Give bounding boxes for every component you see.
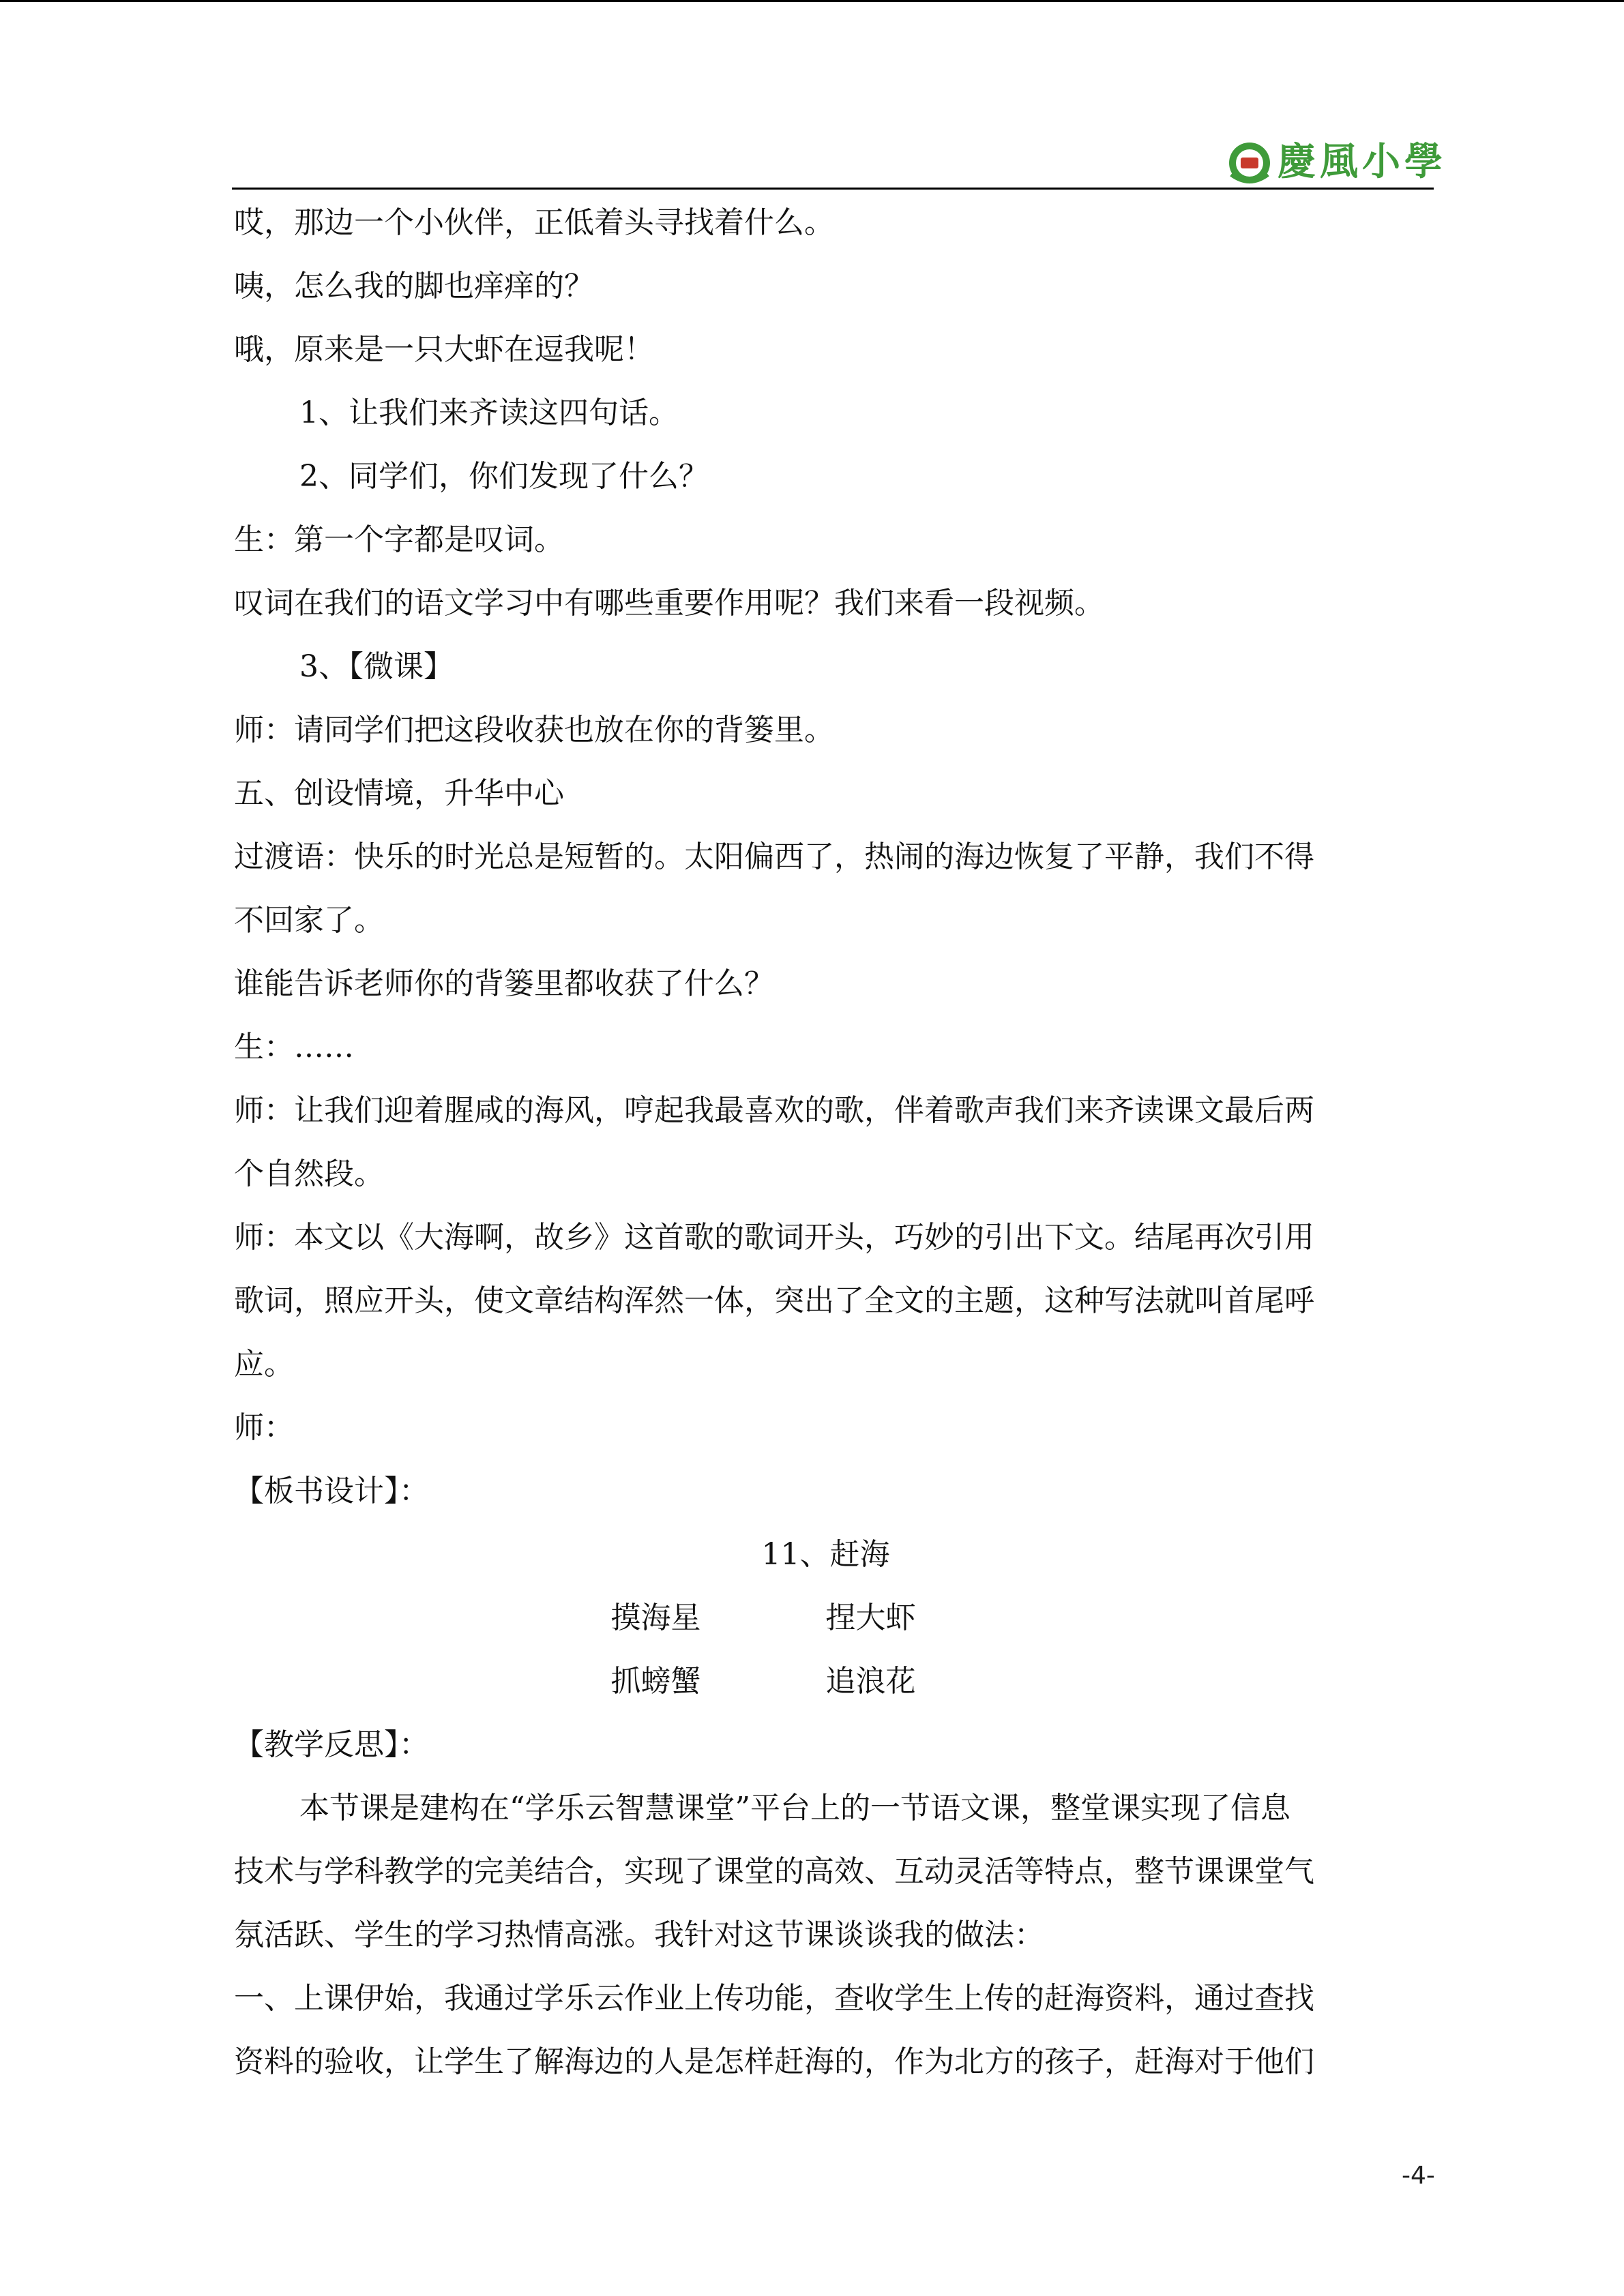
seal-icon	[1226, 139, 1273, 187]
logo-text: 慶風小學	[1278, 140, 1447, 184]
text-line: 师：	[234, 1410, 294, 1445]
text-line: 哎，那边一个小伙伴，正低着头寻找着什么。	[234, 205, 834, 240]
reflection-heading: 【教学反思】：	[234, 1727, 429, 1762]
text-line: 一、上课伊始，我通过学乐云作业上传功能，查收学生上传的赶海资料，通过查找	[234, 1981, 1314, 2016]
text-line: 氛活跃、学生的学习热情高涨。我针对这节课谈谈我的做法：	[234, 1918, 1044, 1952]
text-line: 师：让我们迎着腥咸的海风，哼起我最喜欢的歌，伴着歌声我们来齐读课文最后两	[234, 1093, 1314, 1128]
board-item: 抓螃蟹	[610, 1664, 701, 1699]
text-line: 叹词在我们的语文学习中有哪些重要作用呢？我们来看一段视频。	[234, 586, 1104, 621]
text-line: 个自然段。	[234, 1157, 384, 1191]
board-title: 11、赶海	[761, 1537, 890, 1572]
text-line: 师：本文以《大海啊，故乡》这首歌的歌词开头，巧妙的引出下文。结尾再次引用	[234, 1220, 1314, 1255]
text-line: 生：第一个字都是叹词。	[234, 522, 564, 557]
text-line: 3、【微课】	[299, 649, 454, 684]
board-item: 追浪花	[825, 1664, 916, 1699]
text-line: 1、让我们来齐读这四句话。	[299, 396, 679, 430]
text-line: 应。	[234, 1347, 294, 1382]
text-line: 生：……	[234, 1030, 354, 1064]
text-line: 本节课是建构在“学乐云智慧课堂”平台上的一节语文课，整堂课实现了信息	[299, 1791, 1290, 1825]
board-item: 捏大虾	[825, 1600, 916, 1635]
text-line: 2、同学们，你们发现了什么？	[299, 459, 709, 494]
text-line: 资料的验收，让学生了解海边的人是怎样赶海的，作为北方的孩子，赶海对于他们	[234, 2044, 1314, 2079]
board-design-heading: 【板书设计】：	[234, 1474, 429, 1508]
board-row	[234, 1586, 1417, 1650]
text-line: 不回家了。	[234, 903, 384, 938]
text-line: 过渡语：快乐的时光总是短暂的。太阳偏西了，热闹的海边恢复了平静，我们不得	[234, 839, 1314, 874]
header-rule	[232, 188, 1434, 190]
text-line: 技术与学科教学的完美结合，实现了课堂的高效、互动灵活等特点，整节课课堂气	[234, 1854, 1314, 1889]
board-row	[234, 1650, 1417, 1713]
page-header	[0, 0, 1624, 205]
text-line: 师：请同学们把这段收获也放在你的背篓里。	[234, 713, 834, 747]
section-heading: 五、创设情境，升华中心	[234, 776, 564, 811]
school-logo	[1226, 136, 1447, 188]
page-number: -4-	[1402, 2162, 1435, 2190]
board-item: 摸海星	[610, 1600, 701, 1635]
document-body	[234, 191, 1417, 2093]
text-line: 歌词，照应开头，使文章结构浑然一体，突出了全文的主题，这种写法就叫首尾呼	[234, 1283, 1314, 1318]
text-line: 谁能告诉老师你的背篓里都收获了什么？	[234, 966, 774, 1001]
text-line: 哦，原来是一只大虾在逗我呢！	[234, 332, 654, 367]
text-line: 咦，怎么我的脚也痒痒的？	[234, 269, 594, 303]
